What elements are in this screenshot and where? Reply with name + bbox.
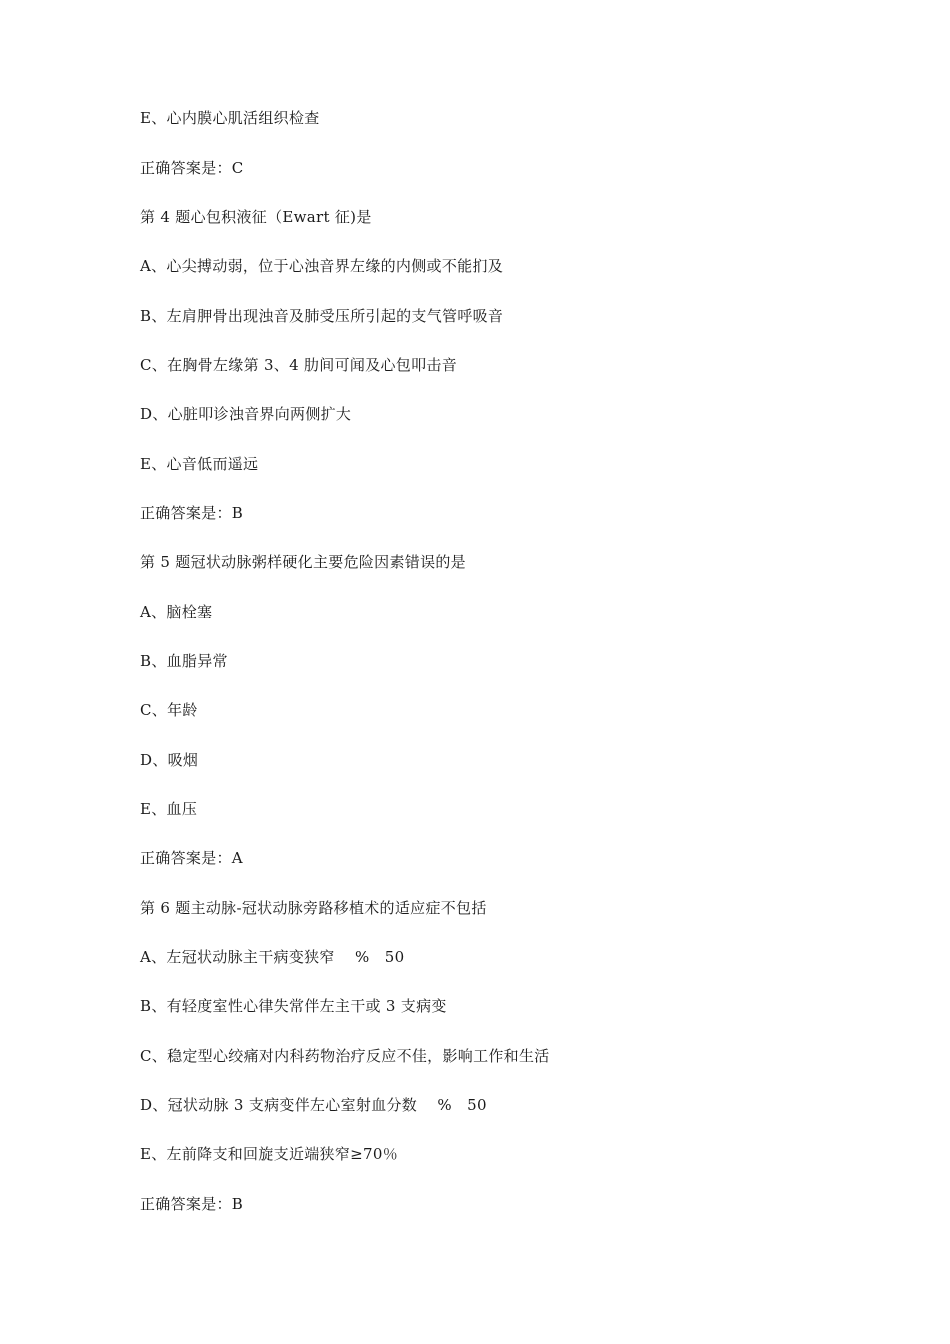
question-6: 第 6 题主动脉-冠状动脉旁路移植术的适应症不包括: [140, 899, 487, 917]
answer-q6: 正确答案是：B: [140, 1195, 244, 1213]
option-e-q6: E、左前降支和回旋支近端狭窄≥70％: [140, 1145, 399, 1163]
question-5: 第 5 题冠状动脉粥样硬化主要危险因素错误的是: [140, 553, 466, 571]
answer-q4: 正确答案是：B: [140, 504, 244, 522]
option-c-q5: C、年龄: [140, 701, 198, 719]
option-d-q5: D、吸烟: [140, 751, 199, 769]
option-d-q4: D、心脏叩诊浊音界向两侧扩大: [140, 405, 352, 423]
question-4: 第 4 题心包积液征（Ewart 征)是: [140, 208, 372, 226]
option-b-q6: B、有轻度室性心律失常伴左主干或 3 支病变: [140, 997, 447, 1015]
answer-q5: 正确答案是：A: [140, 849, 243, 867]
option-a-q4: A、心尖搏动弱，位于心浊音界左缘的内侧或不能扪及: [140, 257, 504, 275]
option-b-q5: B、血脂异常: [140, 652, 228, 670]
option-e-q4: E、心音低而遥远: [140, 455, 259, 473]
option-a-q6: A、左冠状动脉主干病变狭窄 % 50: [140, 948, 405, 966]
option-c-q4: C、在胸骨左缘第 3、4 肋间可闻及心包叩击音: [140, 356, 458, 374]
option-a-q5: A、脑栓塞: [140, 603, 213, 621]
option-e-q3: E、心内膜心肌活组织检查: [140, 109, 320, 127]
option-c-q6: C、稳定型心绞痛对内科药物治疗反应不佳，影响工作和生活: [140, 1047, 550, 1065]
option-d-q6: D、冠状动脉 3 支病变伴左心室射血分数 % 50: [140, 1096, 487, 1114]
answer-q3: 正确答案是：C: [140, 159, 244, 177]
option-e-q5: E、血压: [140, 800, 198, 818]
option-b-q4: B、左肩胛骨出现浊音及肺受压所引起的支气管呼吸音: [140, 307, 504, 325]
